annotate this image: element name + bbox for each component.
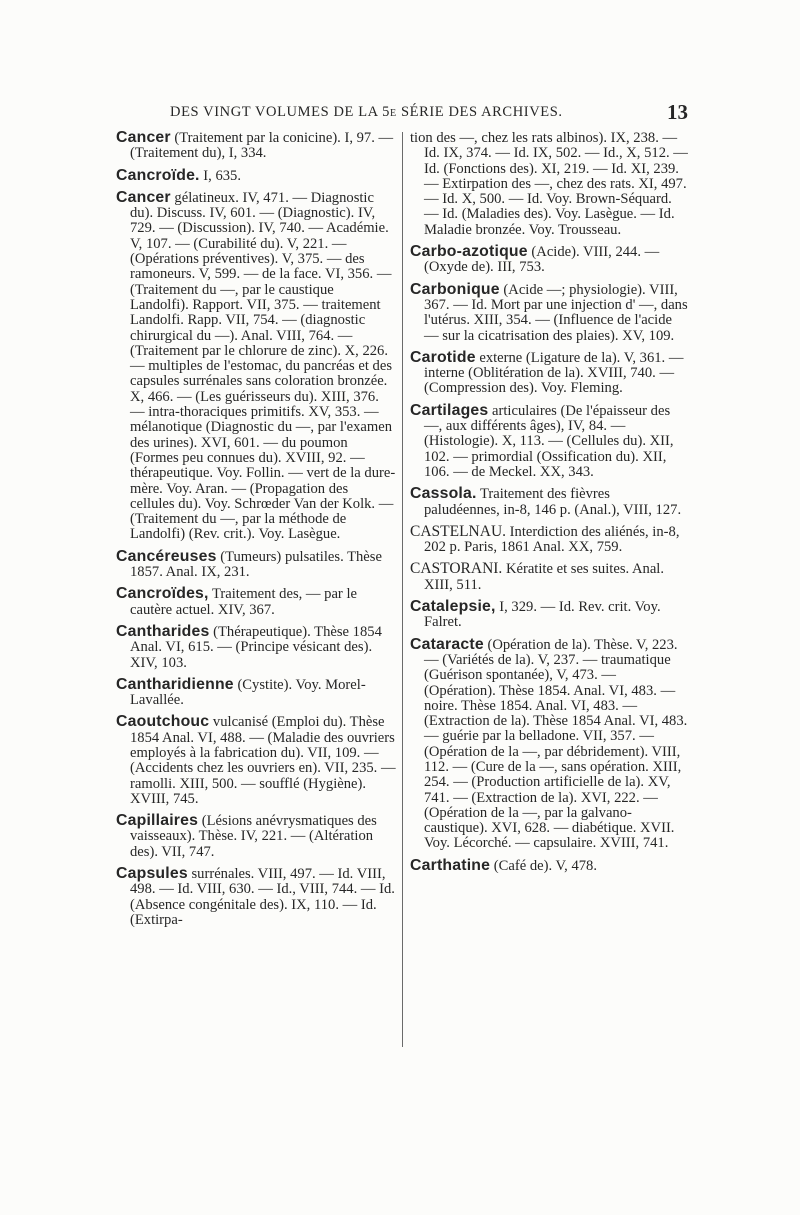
entry-headword: Capillaires (116, 812, 199, 830)
entry-headword: Cantharidienne (116, 675, 234, 693)
index-entry (410, 244, 688, 276)
entry-headword: Capsules (116, 865, 188, 883)
index-entry (410, 350, 688, 397)
index-entry (116, 168, 396, 184)
entry-headword: Caoutchouc (116, 713, 210, 731)
right-column (410, 130, 688, 880)
entry-headword: CASTORANI. (410, 560, 503, 578)
entry-headword: Cancroïdes, (116, 585, 209, 603)
index-entry (116, 549, 396, 581)
index-entry (116, 677, 396, 709)
page-number: 13 (667, 100, 688, 124)
index-entry (410, 403, 688, 480)
entry-text: vulcanisé (Emploi du). Thèse 1854 Anal. VI, 488. — (Maladie des ouvriers employés à la fabrication du). VII, 109. — (Accidents chez les ouvriers en). VII, 235. — ramolli. XIII, 500. — soufflé (Hygiène). XVIII, 745. (130, 714, 396, 807)
entry-text: gélatineux. IV, 471. — Diagnostic du). Discuss. IV, 601. — (Diagnostic). IV, 729. — (Discussion). IV, 740. — Académie. V, 107. — (Curabilité du). V, 221. — (Opérations préventives). V, 375. — des ramoneurs. V, 599. — de la face. VI, 356. — (Traitement du —, par le caustique Landolfi). Rapport. VII, 375. — traitement Landolfi. Rapp. VII, 754. — (diagnostic chirurgical du —). Anal. VIII, 764. — (Traitement par le chlorure de zinc). X, 226. — multiples de l'estomac, du pancréas et des capsules surrénales sans coloration bronzée. X, 466. — (Les guérisseurs du). XIII, 376. — intra-thoraciques primitifs. XV, 353. — mélanotique (Diagnostic du —, par l'examen des urines). XVI, 601. — du poumon (Formes peu connues du). XVIII, 92. — thérapeutique. Voy. Follin. — vert de la dure-mère. Voy. Aran. — (Propagation des cellules du). Voy. Schrœder Van der Kolk. — (Traitement du —, par la méthode de Landolfi) (Rev. crit.). Voy. Lasègue. (130, 189, 396, 543)
index-entry (116, 586, 396, 618)
entry-headword: Cassola. (410, 485, 477, 503)
index-entry (410, 858, 688, 874)
entry-headword: Carbonique (410, 280, 500, 298)
entry-text: Kératite et ses suites. Anal. XIII, 511. (424, 561, 665, 593)
entry-text: externe (Ligature de la). V, 361. — interne (Oblitération de la). XVIII, 740. — (Compression des). Voy. Fleming. (424, 349, 684, 397)
index-entry (410, 486, 688, 518)
entry-headword: Cantharides (116, 622, 210, 640)
entry-headword: Cancer (116, 188, 171, 206)
index-entry (410, 561, 688, 593)
column-divider (402, 132, 403, 1047)
entry-text: I, 635. (199, 167, 241, 184)
entry-text: I, 329. — Id. Rev. crit. Voy. Falret. (424, 599, 661, 631)
index-entry (116, 813, 396, 860)
index-entry (116, 866, 396, 928)
entry-text: (Thérapeutique). Thèse 1854 Anal. VI, 615. — (Principe vésicant des). XIV, 103. (130, 623, 382, 671)
entry-headword: Carotide (410, 348, 476, 366)
entry-text: (Café de). V, 478. (490, 857, 597, 874)
entry-headword: CASTELNAU. (410, 522, 507, 540)
entry-headword: Cataracte (410, 635, 484, 653)
entry-text: (Cystite). Voy. Morel-Lavallée. (130, 676, 366, 709)
entry-headword: Carthatine (410, 856, 491, 874)
entry-headword: Carbo-azotique (410, 243, 528, 261)
index-entry (410, 524, 688, 556)
entry-text: (Traitement par la conicine). I, 97. — (Traitement du), I, 334. (130, 130, 394, 162)
index-entry (116, 190, 396, 543)
entry-headword: Cartilages (410, 401, 489, 419)
left-column (116, 130, 396, 934)
entry-text: Interdiction des aliénés, in-8, 202 p. Paris, 1861 Anal. XX, 759. (424, 523, 680, 556)
index-entry (410, 599, 688, 631)
index-entry (116, 624, 396, 671)
index-entry (116, 130, 396, 162)
entry-text: (Lésions anévrysmatiques des vaisseaux). Thèse. IV, 221. — (Altération des). VII, 747. (130, 813, 377, 860)
entry-text: Traitement des, — par le cautère actuel. XIV, 367. (130, 586, 357, 618)
entry-text: Traitement des fièvres paludéennes, in-8, 146 p. (Anal.), VIII, 127. (424, 486, 682, 518)
running-header (108, 100, 688, 126)
entry-headword: Cancéreuses (116, 547, 217, 565)
entry-headword: Cancroïde. (116, 166, 200, 184)
entry-text: surrénales. VIII, 497. — Id. VIII, 498. — Id. VIII, 630. — Id., VIII, 744. — Id. (Absence congénitale des). IX, 110. — Id. (Extirpa- (130, 866, 395, 928)
index-entry (410, 282, 688, 344)
entry-headword: Cancer (116, 129, 171, 146)
entry-text: (Acide). VIII, 244. — (Oxyde de). III, 753. (424, 244, 660, 276)
index-entry (410, 637, 688, 852)
entry-text: articulaires (De l'épaisseur des —, aux différents âges), IV, 84. — (Histologie). X, 113. — (Cellules du). XII, 102. — primordial (Ossification du). XII, 106. — de Meckel. XX, 343. (424, 402, 674, 480)
header-title: DES VINGT VOLUMES DE LA 5e SÉRIE DES ARCHIVES. (170, 104, 563, 120)
entry-text: (Opération de la). Thèse. V, 223. — (Variétés de la). V, 237. — traumatique (Guérison spontanée), V, 473. — (Opération). Thèse 1854. Anal. VI, 483. — noire. Thèse 1854. Anal. VI, 483. — (Extraction de la). Thèse 1854 Anal. VI, 483. — guérie par la belladone. VII, 357. — (Opération de la —, par débridement). VIII, 112. — (Cure de la —, sans opération. XIII, 254. — (Production artificielle de la). XV, 741. — (Extraction de la). XVI, 222. — (Opération de la —, par la galvano-caustique). XVI, 628. — diabétique. XVII. Voy. Lécorché. — capsulaire. XVIII, 741. (424, 636, 688, 852)
index-entry (116, 714, 396, 807)
entry-text: tion des —, chez les rats albinos). IX, 238. — Id. IX, 374. — Id. IX, 502. — Id., X, 512. — Id. (Fonctions des). XI, 219. — Id. XI, 239. — Extirpation des —, chez des rats. XI, 497. — Id. X, 500. — Id. Voy. Brown-Séquard. — Id. (Maladies des). Voy. Lasègue. — Id. Maladie bronzée. Voy. Trousseau. (410, 130, 688, 238)
entry-text: (Tumeurs) pulsatiles. Thèse 1857. Anal. IX, 231. (130, 548, 382, 581)
entry-text: (Acide —; physiologie). VIII, 367. — Id. Mort par une injection d' —, dans l'utérus. XIII, 354. — (Influence de l'acide — sur la cicatrisation des plaies). XV, 109. (424, 281, 688, 344)
index-entry-continued (410, 130, 688, 238)
entry-headword: Catalepsie, (410, 598, 496, 616)
